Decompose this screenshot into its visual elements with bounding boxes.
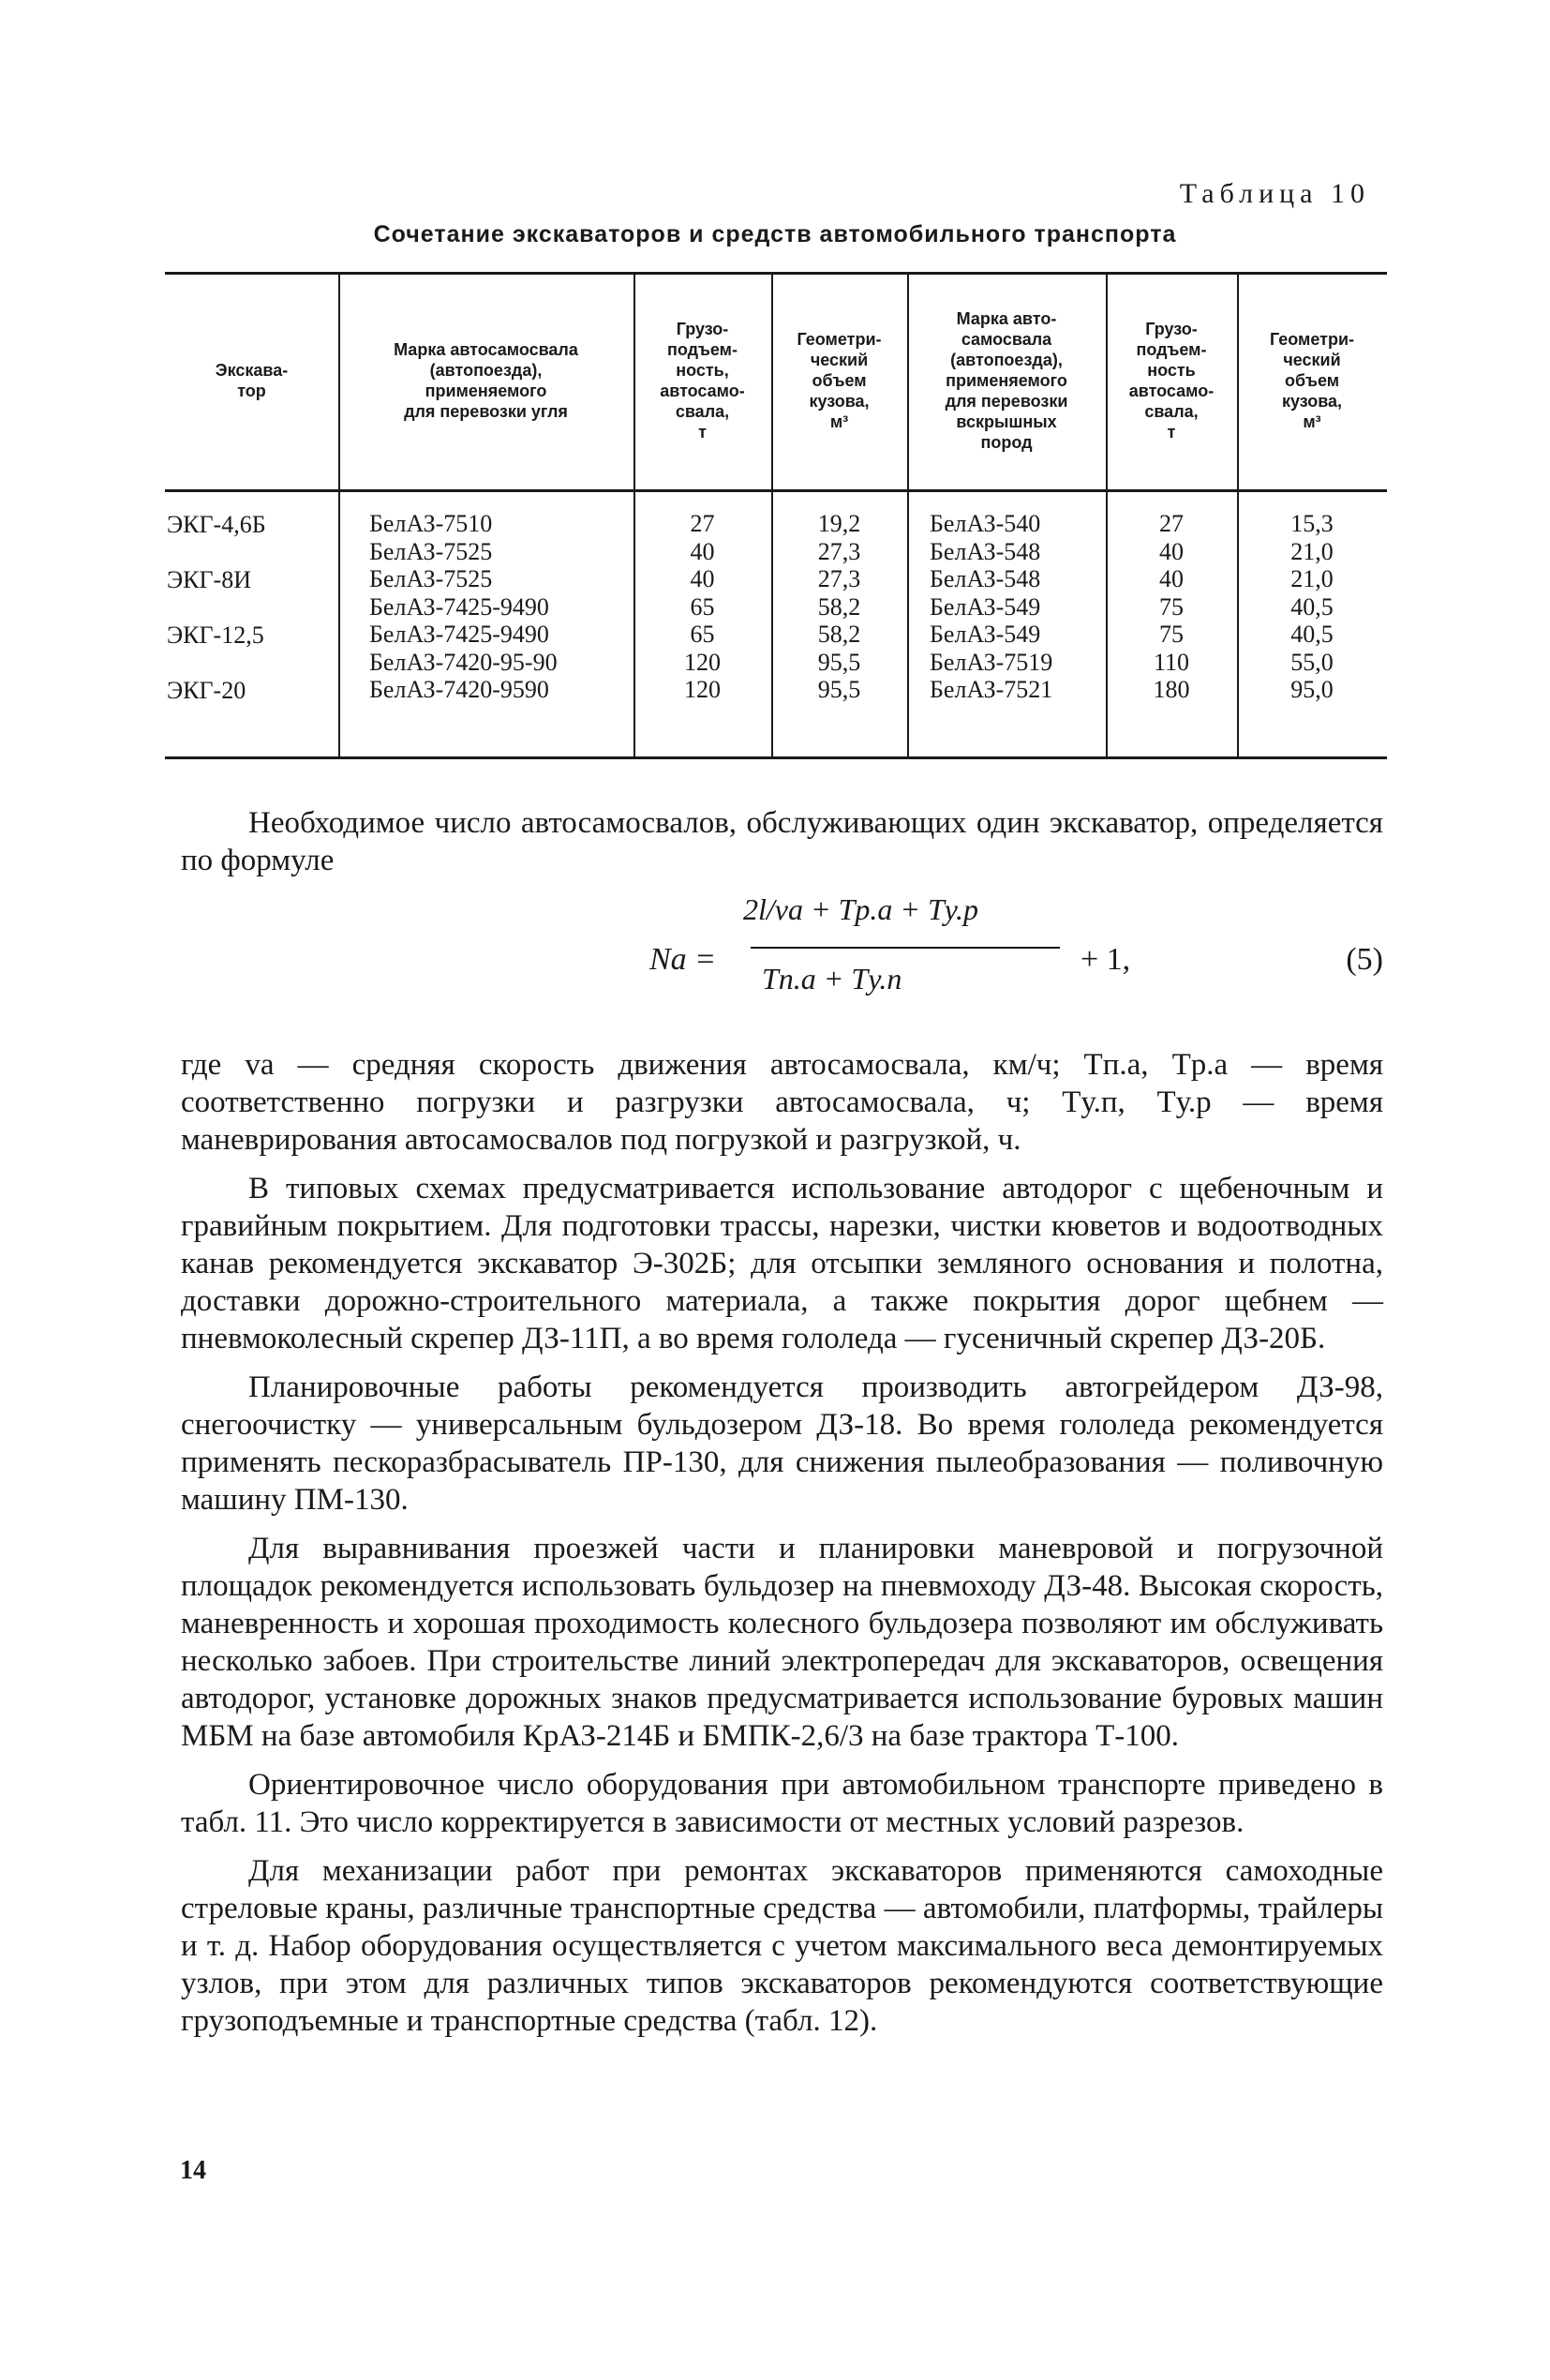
coal-capacity-cell: 40 (690, 565, 715, 592)
overburden-capacity-cell: 27 (1159, 510, 1184, 537)
coal-capacity-cell: 40 (690, 537, 715, 565)
coal-truck-cell: БелАЗ-7420-95-90 (369, 648, 558, 676)
overburden-capacity-cell: 75 (1159, 592, 1184, 621)
overburden-capacity-cell: 40 (1159, 537, 1184, 565)
header-coal-volume: Геометри- ческий объем кузова, м³ (797, 330, 882, 431)
formula-denominator: Tп.а + Tу.п (762, 962, 902, 995)
table-number: Таблица 10 (1179, 178, 1370, 209)
column-excavators (167, 497, 335, 718)
column-coal-truck (369, 510, 632, 704)
column-overburden-capacity (1106, 510, 1237, 704)
overburden-truck-cell: БелАЗ-7521 (930, 676, 1053, 703)
excavator-cell: ЭКГ-20 (167, 677, 246, 704)
table-header-rule (165, 489, 1387, 492)
excavator-cell: ЭКГ-8И (167, 566, 251, 593)
coal-truck-cell: БелАЗ-7425-9490 (369, 621, 549, 648)
overburden-truck-cell: БелАЗ-540 (930, 510, 1041, 537)
coal-truck-cell: БелАЗ-7510 (369, 510, 493, 537)
paragraph: Ориентировочное число оборудования при автомобильном транспорте приведено в табл. 11. Это число корректируется в зависимости от местных условий разрезов. (181, 1768, 1383, 1839)
formula-numerator: 2l/vа + Tр.а + Tу.р (743, 892, 978, 926)
overburden-capacity-cell: 40 (1159, 565, 1184, 592)
overburden-capacity-cell: 180 (1153, 676, 1190, 703)
coal-volume-cell: 27,3 (817, 537, 861, 565)
coal-volume-cell: 27,3 (817, 565, 861, 592)
overburden-volume-cell: 15,3 (1290, 510, 1334, 537)
excavator-cell: ЭКГ-4,6Б (167, 511, 266, 538)
header-coal-truck: Марка автосамосвала (автопоезда), применяемого для перевозки угля (394, 340, 578, 421)
formula-number: (5) (1346, 942, 1383, 977)
coal-volume-cell: 58,2 (817, 621, 861, 648)
paragraph: Планировочные работы рекомендуется производить автогрейдером ДЗ-98, снегоочистку — универсальным бульдозером ДЗ-18. Во время гололеда рекомендуется применять пескоразбрасыватель ПР-130, для снижения пылеобразования — поливочную машину ПМ-130. (181, 1370, 1383, 1517)
formula-fraction-bar (751, 947, 1060, 949)
column-coal-capacity (633, 510, 771, 704)
coal-truck-cell: БелАЗ-7525 (369, 537, 493, 565)
paragraph: Для выравнивания проезжей части и планировки маневровой и погрузочной площадок рекомендуется использовать бульдозер на пневмоходу ДЗ-48. Высокая скорость, маневренность и хорошая проходимость колесного бульдозера позволяют им обслуживать несколько забоев. При строительстве линий электропередач для экскаваторов, освещения автодорог, установке дорожных знаков предусматривается использование буровых машин МБМ на базе автомобиля КрАЗ-214Б и БМПК-2,6/3 на базе трактора Т-100. (181, 1532, 1383, 1753)
formula-lhs: Nа = (649, 942, 717, 977)
overburden-truck-cell: БелАЗ-549 (930, 621, 1041, 648)
paragraph: где vа — средняя скорость движения автосамосвала, км/ч; Tп.а, Tр.а — время соответственно погрузки и разгрузки автосамосвала, ч; Tу.п, Tу.р — время маневрирования автосамосвалов под погрузкой и разгрузкой, ч. (181, 1048, 1383, 1157)
coal-capacity-cell: 65 (690, 621, 715, 648)
paragraph: В типовых схемах предусматривается использование автодорог с щебеночным и гравийным покрытием. Для подготовки трассы, нарезки, чистки кюветов и водоотводных канав рекомендуется экскаватор Э-302Б; для отсыпки земляного основания и полотна, доставки дорожно-строительного материала, а также покрытия дорог щебнем — пневмоколесный скрепер ДЗ-11П, а во время гололеда — гусеничный скрепер ДЗ-20Б. (181, 1172, 1383, 1355)
header-overburden-volume: Геометри- ческий объем кузова, м³ (1269, 330, 1355, 431)
excavator-cell: ЭКГ-12,5 (167, 621, 264, 649)
coal-capacity-cell: 65 (690, 592, 715, 621)
coal-capacity-cell: 120 (684, 676, 721, 703)
overburden-volume-cell: 40,5 (1290, 592, 1334, 621)
column-coal-volume (771, 510, 907, 704)
coal-truck-cell: БелАЗ-7525 (369, 565, 493, 592)
header-excavator: Экскава- тор (215, 361, 289, 400)
overburden-capacity-cell: 110 (1153, 648, 1190, 676)
coal-volume-cell: 19,2 (817, 510, 861, 537)
table-caption: Сочетание экскаваторов и средств автомобильного транспорта (373, 221, 1177, 247)
coal-volume-cell: 95,5 (817, 676, 861, 703)
overburden-truck-cell: БелАЗ-548 (930, 537, 1041, 565)
header-overburden-capacity: Грузо- подъем- ность автосамо- свала, т (1128, 320, 1215, 442)
column-overburden-truck (930, 510, 1104, 704)
header-overburden-truck: Марка авто- самосвала (автопоезда), применяемого для перевозки вскрышных пород (945, 309, 1068, 452)
overburden-volume-cell: 21,0 (1290, 565, 1334, 592)
overburden-capacity-cell: 75 (1159, 621, 1184, 648)
data-table (165, 272, 1387, 759)
table-bottom-rule (165, 756, 1387, 759)
overburden-volume-cell: 95,0 (1290, 676, 1334, 703)
coal-volume-cell: 95,5 (817, 648, 861, 676)
formula (181, 883, 1383, 1042)
overburden-volume-cell: 21,0 (1290, 537, 1334, 565)
paragraph: Для механизации работ при ремонтах экскаваторов применяются самоходные стреловые краны, различные транспортные средства — автомобили, платформы, трайлеры и т. д. Набор оборудования осуществляется с учетом максимального веса демонтируемых узлов, при этом для различных типов экскаваторов рекомендуются соответствующие грузоподъемные и транспортные средства (табл. 12). (181, 1854, 1383, 2038)
coal-capacity-cell: 27 (690, 510, 715, 537)
body-text (181, 804, 1383, 2051)
coal-volume-cell: 58,2 (817, 592, 861, 621)
coal-truck-cell: БелАЗ-7420-9590 (369, 676, 549, 703)
overburden-truck-cell: БелАЗ-549 (930, 592, 1041, 621)
coal-truck-cell: БелАЗ-7425-9490 (369, 592, 549, 621)
overburden-volume-cell: 55,0 (1290, 648, 1334, 676)
formula-plus-one: + 1, (1081, 942, 1131, 977)
overburden-volume-cell: 40,5 (1290, 621, 1334, 648)
page-number: 14 (180, 2156, 206, 2185)
overburden-truck-cell: БелАЗ-548 (930, 565, 1041, 592)
coal-capacity-cell: 120 (684, 648, 721, 676)
overburden-truck-cell: БелАЗ-7519 (930, 648, 1053, 676)
column-overburden-volume (1237, 510, 1387, 704)
paragraph: Необходимое число автосамосвалов, обслуживающих один экскаватор, определяется по формуле (181, 806, 1383, 877)
header-coal-capacity: Грузо- подъем- ность, автосамо- свала, т (660, 320, 745, 442)
